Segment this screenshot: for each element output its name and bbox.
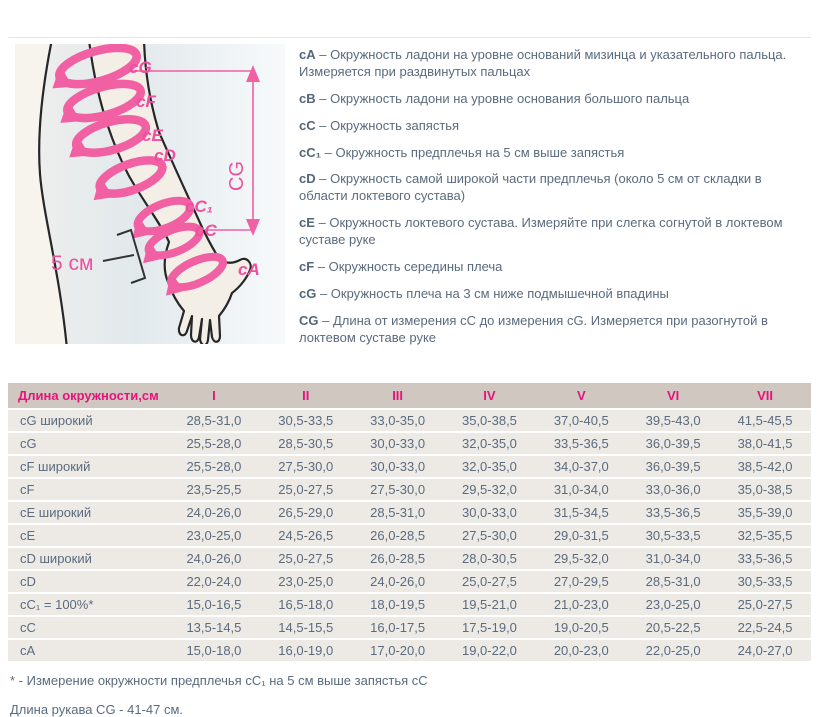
range-cell: 24,0-27,0 [719, 640, 811, 661]
table-row [8, 617, 811, 638]
size-column-header: I [168, 383, 260, 408]
range-cell: 30,5-33,5 [260, 410, 352, 431]
range-cell: 29,5-32,0 [535, 548, 627, 569]
measurement-description [299, 259, 811, 276]
measurement-text: – Окружность плеча на 3 см ниже подмышечной впадины [316, 285, 669, 301]
size-column-header: VII [719, 383, 811, 408]
range-cell: 23,0-25,0 [260, 571, 352, 592]
measurement-key: CG [299, 312, 319, 328]
range-cell: 30,0-33,0 [444, 502, 536, 523]
row-label: cG [8, 433, 168, 454]
range-cell: 32,0-35,0 [444, 456, 536, 477]
measurement-description [299, 286, 811, 303]
row-label: cE [8, 525, 168, 546]
range-cell: 30,0-33,0 [352, 456, 444, 477]
range-cell: 17,5-19,0 [444, 617, 536, 638]
range-cell: 21,0-23,0 [535, 594, 627, 615]
table-row [8, 548, 811, 569]
range-cell: 32,0-35,0 [444, 433, 536, 454]
arm-measurement-illustration [15, 44, 285, 344]
band-label-cg: cG [129, 58, 152, 77]
table-row [8, 525, 811, 546]
measurement-text: – Окружность самой широкой части предплечья (около 5 см от складки в области локтевого сустава) [299, 171, 762, 204]
measurement-text: – Окружность предплечья на 5 см выше запястья [321, 144, 625, 160]
row-label: cE широкий [8, 502, 168, 523]
range-cell: 31,0-34,0 [535, 479, 627, 500]
range-cell: 24,0-26,0 [352, 571, 444, 592]
range-cell: 23,5-25,5 [168, 479, 260, 500]
range-cell: 25,0-27,5 [260, 479, 352, 500]
measurement-key: cA [299, 47, 316, 62]
range-cell: 13,5-14,5 [168, 617, 260, 638]
size-column-header: V [535, 383, 627, 408]
range-cell: 36,0-39,5 [627, 456, 719, 477]
range-cell: 30,5-33,5 [719, 571, 811, 592]
measurement-key: cG [299, 285, 317, 301]
measurement-key: cC [299, 117, 316, 133]
top-spacer [0, 0, 819, 37]
range-cell: 16,0-17,5 [352, 617, 444, 638]
range-cell: 39,5-43,0 [627, 410, 719, 431]
range-cell: 27,5-30,0 [260, 456, 352, 477]
range-cell: 33,0-35,0 [352, 410, 444, 431]
table-row [8, 433, 811, 454]
range-cell: 24,0-26,0 [168, 548, 260, 569]
sleeve-length-note: Длина рукава CG - 41-47 см. [10, 701, 184, 717]
range-cell: 28,5-31,0 [168, 410, 260, 431]
measurement-text: – Окружность локтевого сустава. Измеряйте при слегка согнутой в локтевом суставе руке [299, 215, 783, 248]
measurement-text: – Окружность середины плеча [314, 259, 503, 275]
measurement-description [299, 171, 811, 205]
range-cell: 20,0-23,0 [535, 640, 627, 661]
range-cell: 28,5-31,0 [627, 571, 719, 592]
range-cell: 35,0-38,5 [719, 479, 811, 500]
range-cell: 28,5-30,5 [260, 433, 352, 454]
range-cell: 38,0-41,5 [719, 433, 811, 454]
row-label: cA [8, 640, 168, 661]
measurement-key: cE [299, 215, 315, 231]
range-cell: 37,0-40,5 [535, 410, 627, 431]
row-label: cF [8, 479, 168, 500]
range-cell: 19,0-20,5 [535, 617, 627, 638]
measurement-description [299, 313, 811, 347]
band-label-cc1: cC₁ [185, 197, 213, 216]
table-row [8, 410, 811, 431]
footnotes [10, 673, 811, 717]
range-cell: 26,0-28,5 [352, 548, 444, 569]
band-label-cf: cF [136, 92, 156, 111]
row-label: cD широкий [8, 548, 168, 569]
size-table-body [8, 410, 811, 661]
size-table-header-row [8, 383, 811, 408]
measurement-text: – Окружность запястья [315, 117, 460, 133]
measurement-descriptions [299, 44, 811, 357]
range-cell: 29,5-32,0 [444, 479, 536, 500]
range-cell: 35,0-38,5 [444, 410, 536, 431]
row-label: cC₁ = 100%* [8, 594, 168, 615]
range-cell: 28,0-30,5 [444, 548, 536, 569]
range-cell: 30,5-33,5 [627, 525, 719, 546]
range-cell: 34,0-37,0 [535, 456, 627, 477]
size-column-header: II [260, 383, 352, 408]
measurement-text: – Окружность ладони на уровне оснований мизинца и указательного пальца. Измеряется при раздвинутых пальцах [299, 47, 787, 79]
range-cell: 35,5-39,0 [719, 502, 811, 523]
range-cell: 33,0-36,0 [627, 479, 719, 500]
size-column-header: IV [444, 383, 536, 408]
size-table [8, 381, 811, 663]
range-cell: 33,5-36,5 [535, 433, 627, 454]
range-cell: 28,5-31,0 [352, 502, 444, 523]
measurement-key: cC₁ [299, 144, 321, 160]
row-label: cC [8, 617, 168, 638]
cg-dimension-label: CG [226, 161, 248, 191]
range-cell: 25,0-27,5 [260, 548, 352, 569]
measurement-key: cB [299, 90, 316, 106]
measurement-description [299, 47, 811, 81]
measurement-description [299, 145, 811, 162]
range-cell: 29,0-31,5 [535, 525, 627, 546]
range-cell: 24,0-26,0 [168, 502, 260, 523]
range-cell: 15,0-18,0 [168, 640, 260, 661]
range-cell: 22,0-25,0 [627, 640, 719, 661]
range-cell: 27,5-30,0 [444, 525, 536, 546]
measurement-description [299, 91, 811, 108]
range-cell: 16,0-19,0 [260, 640, 352, 661]
table-row [8, 479, 811, 500]
range-cell: 23,0-25,0 [627, 594, 719, 615]
range-cell: 25,5-28,0 [168, 456, 260, 477]
measurement-description [299, 215, 811, 249]
range-cell: 32,5-35,5 [719, 525, 811, 546]
measurement-description [299, 118, 811, 135]
band-label-ca: cA [238, 260, 260, 279]
range-cell: 31,5-34,5 [535, 502, 627, 523]
range-cell: 25,0-27,5 [719, 594, 811, 615]
measurement-text: – Длина от измерения cC до измерения cG. Измеряется при разогнутой в локтевом суставе руке [299, 312, 768, 345]
range-cell: 24,5-26,5 [260, 525, 352, 546]
row-label: cF широкий [8, 456, 168, 477]
table-row [8, 640, 811, 661]
range-cell: 16,5-18,0 [260, 594, 352, 615]
content-area [15, 44, 811, 357]
range-cell: 19,0-22,0 [444, 640, 536, 661]
measurement-text: – Окружность ладони на уровне основания большого пальца [315, 90, 690, 106]
range-cell: 20,5-22,5 [627, 617, 719, 638]
range-cell: 27,0-29,5 [535, 571, 627, 592]
measurement-key: cF [299, 259, 315, 275]
range-cell: 22,5-24,5 [719, 617, 811, 638]
row-label: cD [8, 571, 168, 592]
table-row [8, 594, 811, 615]
range-cell: 33,5-36,5 [627, 502, 719, 523]
range-cell: 36,0-39,5 [627, 433, 719, 454]
row-label: cG широкий [8, 410, 168, 431]
range-cell: 33,5-36,5 [719, 548, 811, 569]
band-label-ce: cE [142, 126, 163, 145]
range-cell: 15,0-16,5 [168, 594, 260, 615]
asterisk-footnote: * - Измерение окружности предплечья cC₁ на 5 см выше запястья cC [10, 672, 428, 688]
range-cell: 23,0-25,0 [168, 525, 260, 546]
table-row [8, 571, 811, 592]
five-cm-label: 5 см [51, 252, 94, 275]
measurement-key: cD [299, 171, 316, 187]
range-cell: 22,0-24,0 [168, 571, 260, 592]
range-cell: 27,5-30,0 [352, 479, 444, 500]
size-column-header: III [352, 383, 444, 408]
range-cell: 38,5-42,0 [719, 456, 811, 477]
range-cell: 14,5-15,5 [260, 617, 352, 638]
band-label-cc: cC [195, 221, 217, 240]
range-cell: 17,0-20,0 [352, 640, 444, 661]
range-cell: 19,5-21,0 [444, 594, 536, 615]
range-cell: 25,5-28,0 [168, 433, 260, 454]
table-row [8, 502, 811, 523]
range-cell: 26,5-29,0 [260, 502, 352, 523]
range-cell: 30,0-33,0 [352, 433, 444, 454]
band-label-cd: cD [154, 146, 176, 165]
table-header-label: Длина окружности,см [8, 383, 168, 408]
range-cell: 31,0-34,0 [627, 548, 719, 569]
size-column-header: VI [627, 383, 719, 408]
range-cell: 26,0-28,5 [352, 525, 444, 546]
top-divider [8, 37, 811, 38]
range-cell: 18,0-19,5 [352, 594, 444, 615]
range-cell: 41,5-45,5 [719, 410, 811, 431]
range-cell: 25,0-27,5 [444, 571, 536, 592]
table-row [8, 456, 811, 477]
